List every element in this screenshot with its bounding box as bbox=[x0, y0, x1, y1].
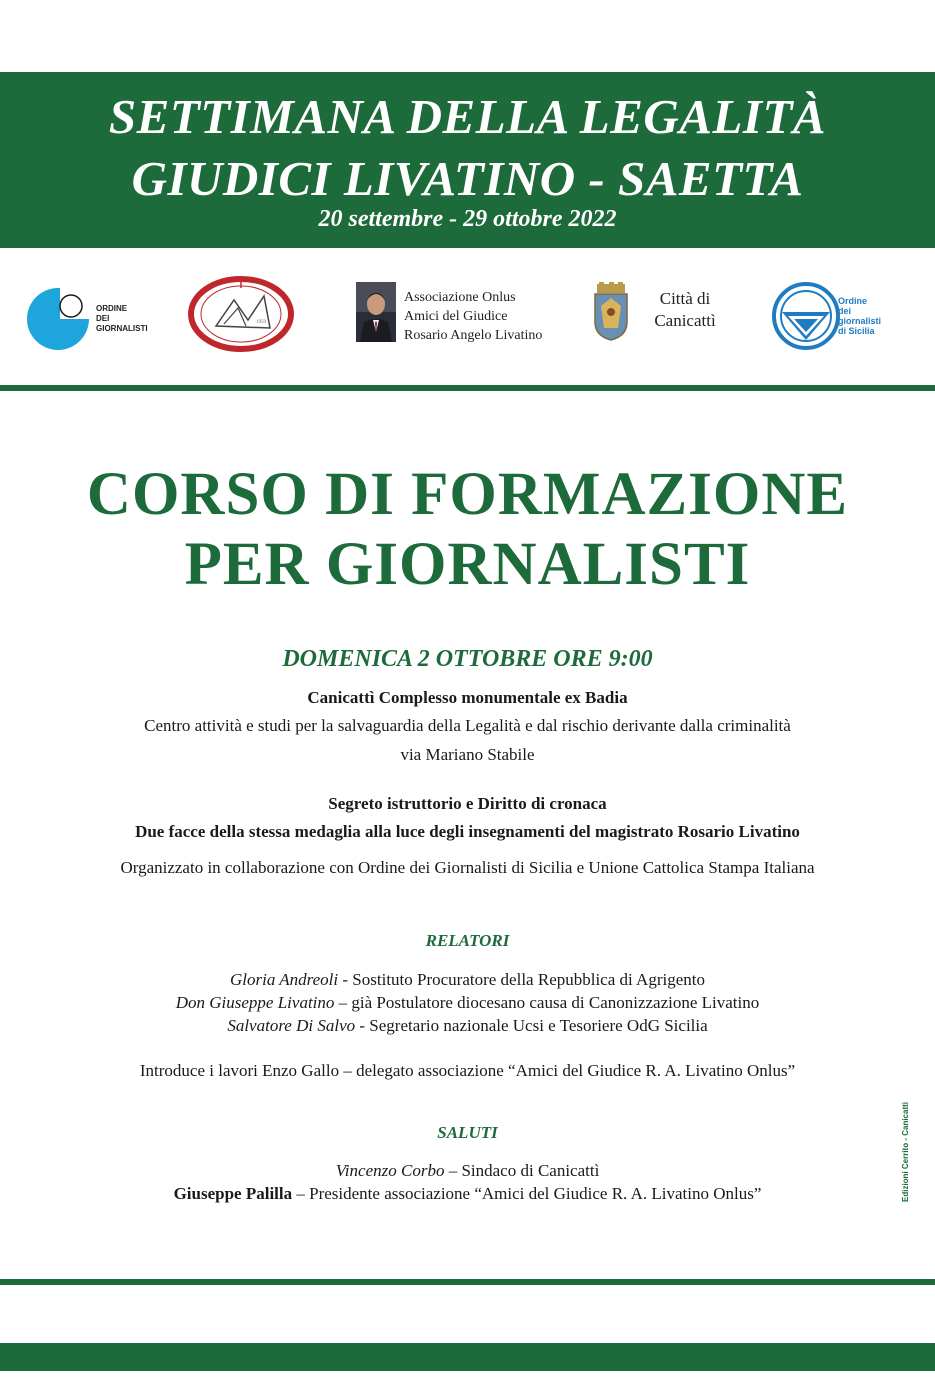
event-venue: Canicattì Complesso monumentale ex Badia bbox=[307, 688, 628, 707]
saluto-row bbox=[0, 1161, 935, 1181]
relatore-name: Salvatore Di Salvo bbox=[227, 1016, 356, 1035]
saluto-row bbox=[0, 1184, 935, 1204]
association-logo bbox=[356, 282, 566, 346]
ucsi-logo bbox=[186, 276, 296, 352]
association-line2: Amici del Giudice bbox=[404, 309, 508, 324]
side-credit: Edizioni Cerrito - Canicattì bbox=[901, 1101, 910, 1202]
saluto-name: Giuseppe Palilla bbox=[173, 1184, 293, 1203]
banner-title-line2: GIUDICI LIVATINO - SAETTA bbox=[131, 151, 804, 206]
event-address: via Mariano Stabile bbox=[400, 745, 535, 764]
odg-logo bbox=[26, 286, 166, 350]
top-divider bbox=[0, 385, 935, 391]
event-organizers: Organizzato in collaborazione con Ordine dei Giornalisti di Sicilia e Unione Cattolica Stampa Italiana bbox=[120, 858, 815, 877]
relatore-row bbox=[0, 970, 935, 990]
livatino-portrait-icon bbox=[356, 282, 396, 342]
footer-band bbox=[0, 1343, 935, 1371]
odg-sicilia-line3: giornalisti bbox=[838, 316, 882, 326]
saluti-heading: SALUTI bbox=[437, 1123, 498, 1142]
event-venue-description: Centro attività e studi per la salvaguardia della Legalità e dal rischio derivante dalla criminalità bbox=[144, 716, 791, 735]
course-title bbox=[0, 460, 935, 600]
saluto-name: Vincenzo Corbo bbox=[335, 1161, 445, 1180]
relatore-role: – già Postulatore diocesano causa di Canonizzazione Livatino bbox=[334, 993, 760, 1012]
banner-dates: 20 settembre - 29 ottobre 2022 bbox=[318, 206, 617, 232]
odg-sicilia-line4: di Sicilia bbox=[838, 326, 875, 336]
odg-sicilia-logo-icon bbox=[772, 282, 840, 350]
city-line2: Canicattì bbox=[654, 311, 716, 330]
relatore-row bbox=[0, 993, 935, 1013]
bottom-divider bbox=[0, 1279, 935, 1285]
relatore-name: Don Giuseppe Livatino bbox=[175, 993, 335, 1012]
relatore-role: - Sostituto Procuratore della Repubblica di Agrigento bbox=[338, 970, 705, 989]
city-line1: Città di bbox=[659, 289, 711, 308]
odg-sicilia-line1: Ordine bbox=[838, 296, 868, 306]
odg-label-3: GIORNALISTI bbox=[96, 324, 148, 333]
association-line1: Associazione Onlus bbox=[404, 290, 516, 305]
course-title-line2: PER GIORNALISTI bbox=[184, 531, 751, 598]
relatori-heading: RELATORI bbox=[425, 931, 510, 950]
relatore-row bbox=[0, 1016, 935, 1036]
course-title-line1: CORSO DI FORMAZIONE bbox=[86, 461, 849, 528]
saluto-role: – Presidente associazione “Amici del Giudice R. A. Livatino Onlus” bbox=[292, 1184, 762, 1203]
event-datetime: DOMENICA 2 OTTOBRE ORE 9:00 bbox=[282, 646, 653, 672]
relatore-role: - Segretario nazionale Ucsi e Tesoriere OdG Sicilia bbox=[355, 1016, 708, 1035]
header-banner bbox=[0, 72, 935, 248]
saluto-role: – Sindaco di Canicattì bbox=[444, 1161, 600, 1180]
introduction-line: Introduce i lavori Enzo Gallo – delegato associazione “Amici del Giudice R. A. Livatino Onlus” bbox=[139, 1061, 796, 1080]
odg-sicilia-line2: dei bbox=[838, 306, 852, 316]
city-logo bbox=[592, 282, 732, 348]
event-topic-1: Segreto istruttorio e Diritto di cronaca bbox=[328, 794, 607, 813]
ucsi-year: 1959 bbox=[256, 320, 266, 325]
ucsi-logo-icon bbox=[186, 276, 296, 352]
association-line3: Rosario Angelo Livatino bbox=[404, 328, 543, 343]
odg-logo-icon bbox=[26, 286, 92, 352]
city-crest-icon bbox=[592, 282, 630, 342]
odg-sicilia-logo bbox=[772, 282, 912, 352]
odg-label-1: ORDINE bbox=[96, 304, 128, 313]
odg-label-2: DEI bbox=[96, 314, 110, 323]
banner-title-line1: SETTIMANA DELLA LEGALITÀ bbox=[108, 89, 827, 144]
logos-row bbox=[0, 260, 935, 370]
event-topic-2: Due facce della stessa medaglia alla luce degli insegnamenti del magistrato Rosario Livatino bbox=[135, 822, 800, 841]
relatore-name: Gloria Andreoli bbox=[229, 970, 339, 989]
